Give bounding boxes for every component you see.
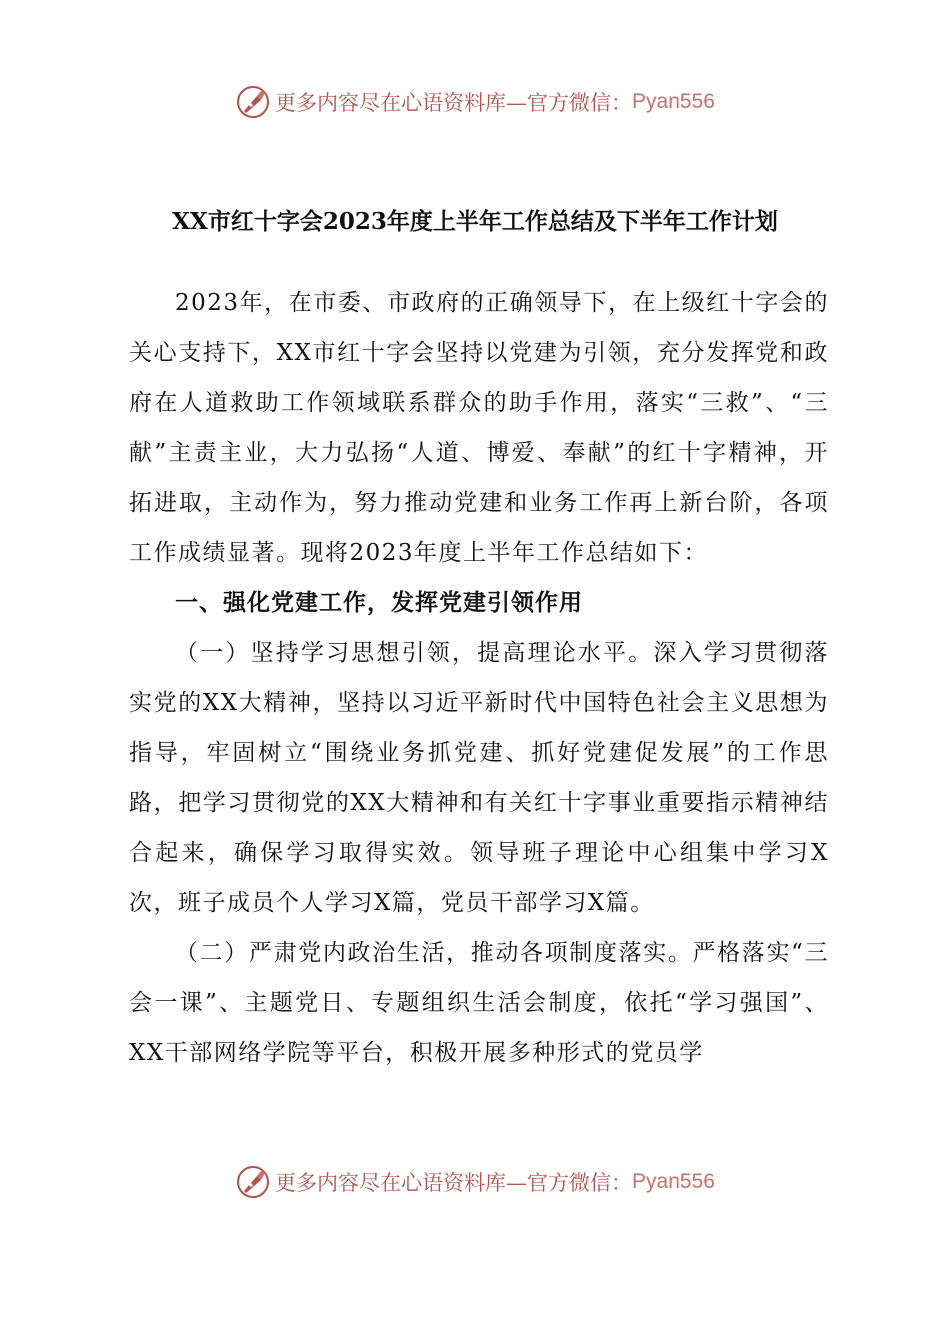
pen-nib-circle-icon [235,84,271,120]
watermark-footer [0,1160,950,1204]
watermark-text: 更多内容尽在心语资料库—官方微信： [275,91,633,115]
section-heading: 一、强化党建工作，发挥党建引领作用 [175,589,583,616]
document-body [129,278,829,1078]
pen-nib-circle-icon [235,1164,271,1200]
watermark-text: 更多内容尽在心语资料库—官方微信： [275,1171,633,1195]
paragraph-1: （一）坚持学习思想引领，提高理论水平。深入学习贯彻落实党的XX大精神，坚持以习近平新时代中国特色社会主义思想为指导，牢固树立“围绕业务抓党建、抓好党建促发展”的工作思路，把学习贯彻党的XX大精神和有关红十字事业重要指示精神结合起来，确保学习取得实效。领导班子理论中心组集中学习X次，班子成员个人学习X篇，党员干部学习X篇。 [129,640,829,916]
intro-paragraph: 2023年，在市委、市政府的正确领导下，在上级红十字会的关心支持下，XX市红十字会坚持以党建为引领，充分发挥党和政府在人道救助工作领域联系群众的助手作用，落实“三救”、“三献”主责主业，大力弘扬“人道、博爱、奉献”的红十字精神，开拓进取，主动作为，努力推动党建和业务工作再上新台阶，各项工作成绩显著。现将2023年度上半年工作总结如下： [129,290,829,566]
document-title: XX市红十字会2023年度上半年工作总结及下半年工作计划 [172,208,778,235]
watermark-header [0,80,950,124]
watermark-wechat-id: Pyan556 [632,90,715,113]
watermark-wechat-id: Pyan556 [632,1170,715,1193]
paragraph-2: （二）严肃党内政治生活，推动各项制度落实。严格落实“三会一课”、主题党日、专题组织生活会制度，依托“学习强国”、XX干部网络学院等平台，积极开展多种形式的党员学 [129,940,829,1066]
